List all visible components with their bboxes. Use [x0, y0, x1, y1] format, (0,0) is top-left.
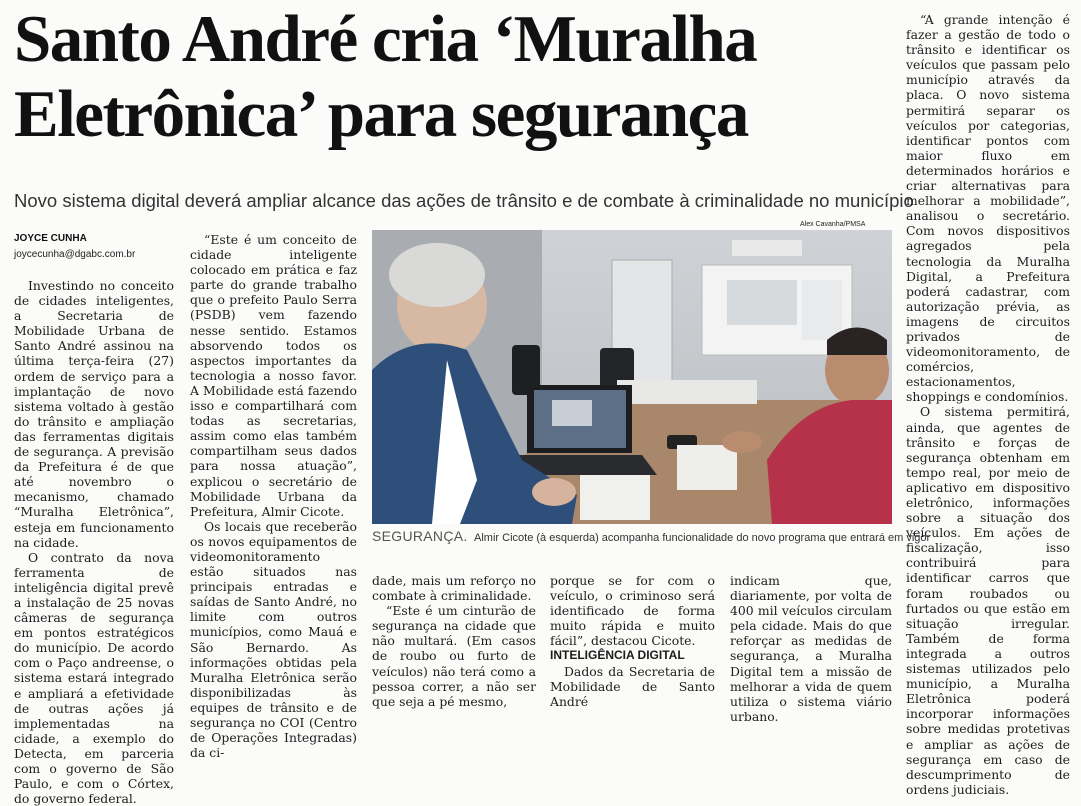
paragraph: “Este é um conceito de cidade inteligente colocado em prática e faz parte do grande trabalho que o prefeito Paulo Serra (PSDB) vem fazendo nesse sentido. Estamos absorvendo todos os aspectos importantes da tecnologia a nosso favor. A Mobilidade está fazendo isso e compartilhará com todas as secretarias, assim como elas também compartilham seus dados para nossa atuação”, explicou o secretário de Mobilidade Urbana da Prefeitura, Almir Cicote. [190, 232, 357, 519]
byline-author: JOYCE CUNHA [14, 233, 87, 244]
section-subtitle: INTELIGÊNCIA DIGITAL [550, 648, 685, 663]
article-column-5 [730, 573, 892, 724]
paragraph: O contrato da nova ferramenta de inteligência digital prevê a instalação de 25 novas câmeras de segurança em pontos estratégicos do município. De acordo com o Paço andreense, o sistema estará integrado e ampliará a efetividade de outras ações já implementadas na cidade, a exemplo do Detecta, em parceria com o governo de São Paulo, e com o Córtex, do governo federal. [14, 549, 174, 806]
paragraph: O sistema permitirá, ainda, que agentes de trânsito e forças de segurança obtenham em tempo real, por meio de aplicativo em dispositivo eletrônico, informações sobre a situação dos veículos. Em ações de fiscalização, isso contribuirá para identificar carros que foram roubados ou furtados ou que estão em situação irregular. Também de forma integrada a outros sistemas utilizados pelo município, a Muralha Eletrônica poderá incorporar informações sobre medidas protetivas e ampliar as ações de segurança em caso de descumprimento de ordens judiciais. [906, 404, 1070, 797]
byline-email: joycecunha@dgabc.com.br [14, 249, 136, 260]
photo-caption [372, 528, 931, 544]
paragraph: indicam que, diariamente, por volta de 400 mil veículos circulam pela cidade. Mais do que reforçar as medidas de segurança, a Muralha Digital tem a missão de melhorar a vida de quem utiliza o sistema viário urbano. [730, 573, 892, 724]
photo-credit: Alex Cavanha/PMSA [800, 221, 866, 228]
article-column-2 [190, 232, 357, 760]
paragraph: Os locais que receberão os novos equipamentos de videomonitoramento estão situados nas principais entradas e saídas de Santo André, no limite com outros municípios, como Mauá e São Bernardo. As informações obtidas pela Muralha Eletrônica serão disponibilizadas às equipes de trânsito e de segurança no COI (Centro de Operações Integradas) da ci- [190, 518, 357, 761]
paragraph: dade, mais um reforço no combate à criminalidade. [372, 573, 536, 604]
caption-label: SEGURANÇA. [372, 528, 468, 544]
paragraph: “Este é um cinturão de segurança na cidade que não multará. (Em casos de roubo ou furto de veículos) não terá como a pessoa correr, a não ser que seja a pé mesmo, [372, 603, 536, 709]
article-photo [372, 230, 892, 524]
paragraph: porque se for com o veículo, o criminoso será identificado de forma muito rápida e muito fácil”, destacou Cicote. [550, 573, 715, 649]
paragraph: “A grande intenção é fazer a gestão de todo o trânsito e identificar os veículos que passam pelo município através da placa. O novo sistema permitirá separar os veículos por categorias, identificar pontos com maior fluxo em determinados horários e criar alternativas para melhorar a mobilidade”, analisou o secretário. Com novos dispositivos agregados pela tecnologia da Muralha Digital, a Prefeitura poderá cadastrar, com autorização prévia, as imagens de circuitos privados de videomonitoramento, de comércios, estacionamentos, shoppings e condomínios. [906, 12, 1070, 405]
headline: Santo André cria ‘Muralha Eletrônica’ para segurança [14, 2, 757, 151]
article-column-4 [550, 573, 715, 709]
paragraph: Investindo no conceito de cidades inteligentes, a Secretaria de Mobilidade Urbana de Santo André assinou na última terça-feira (27) ordem de serviço para a implantação de novo sistema voltado à gestão do trânsito e ampliação das ferramentas digitais de segurança. A previsão da Prefeitura é de que até novembro o mecanismo, chamado “Muralha Eletrônica”, esteja em funcionamento na cidade. [14, 278, 174, 550]
caption-text: Almir Cicote (à esquerda) acompanha funcionalidade do novo programa que entrará em vigor [474, 532, 931, 544]
photo-illustration [372, 230, 892, 524]
subheadline: Novo sistema digital deverá ampliar alcance das ações de trânsito e de combate à criminalidade no município [14, 190, 914, 211]
article-column-1 [14, 278, 174, 806]
paragraph: Dados da Secretaria de Mobilidade de Santo André [550, 663, 715, 709]
article-column-3 [372, 573, 536, 709]
article-column-6 [906, 12, 1070, 797]
